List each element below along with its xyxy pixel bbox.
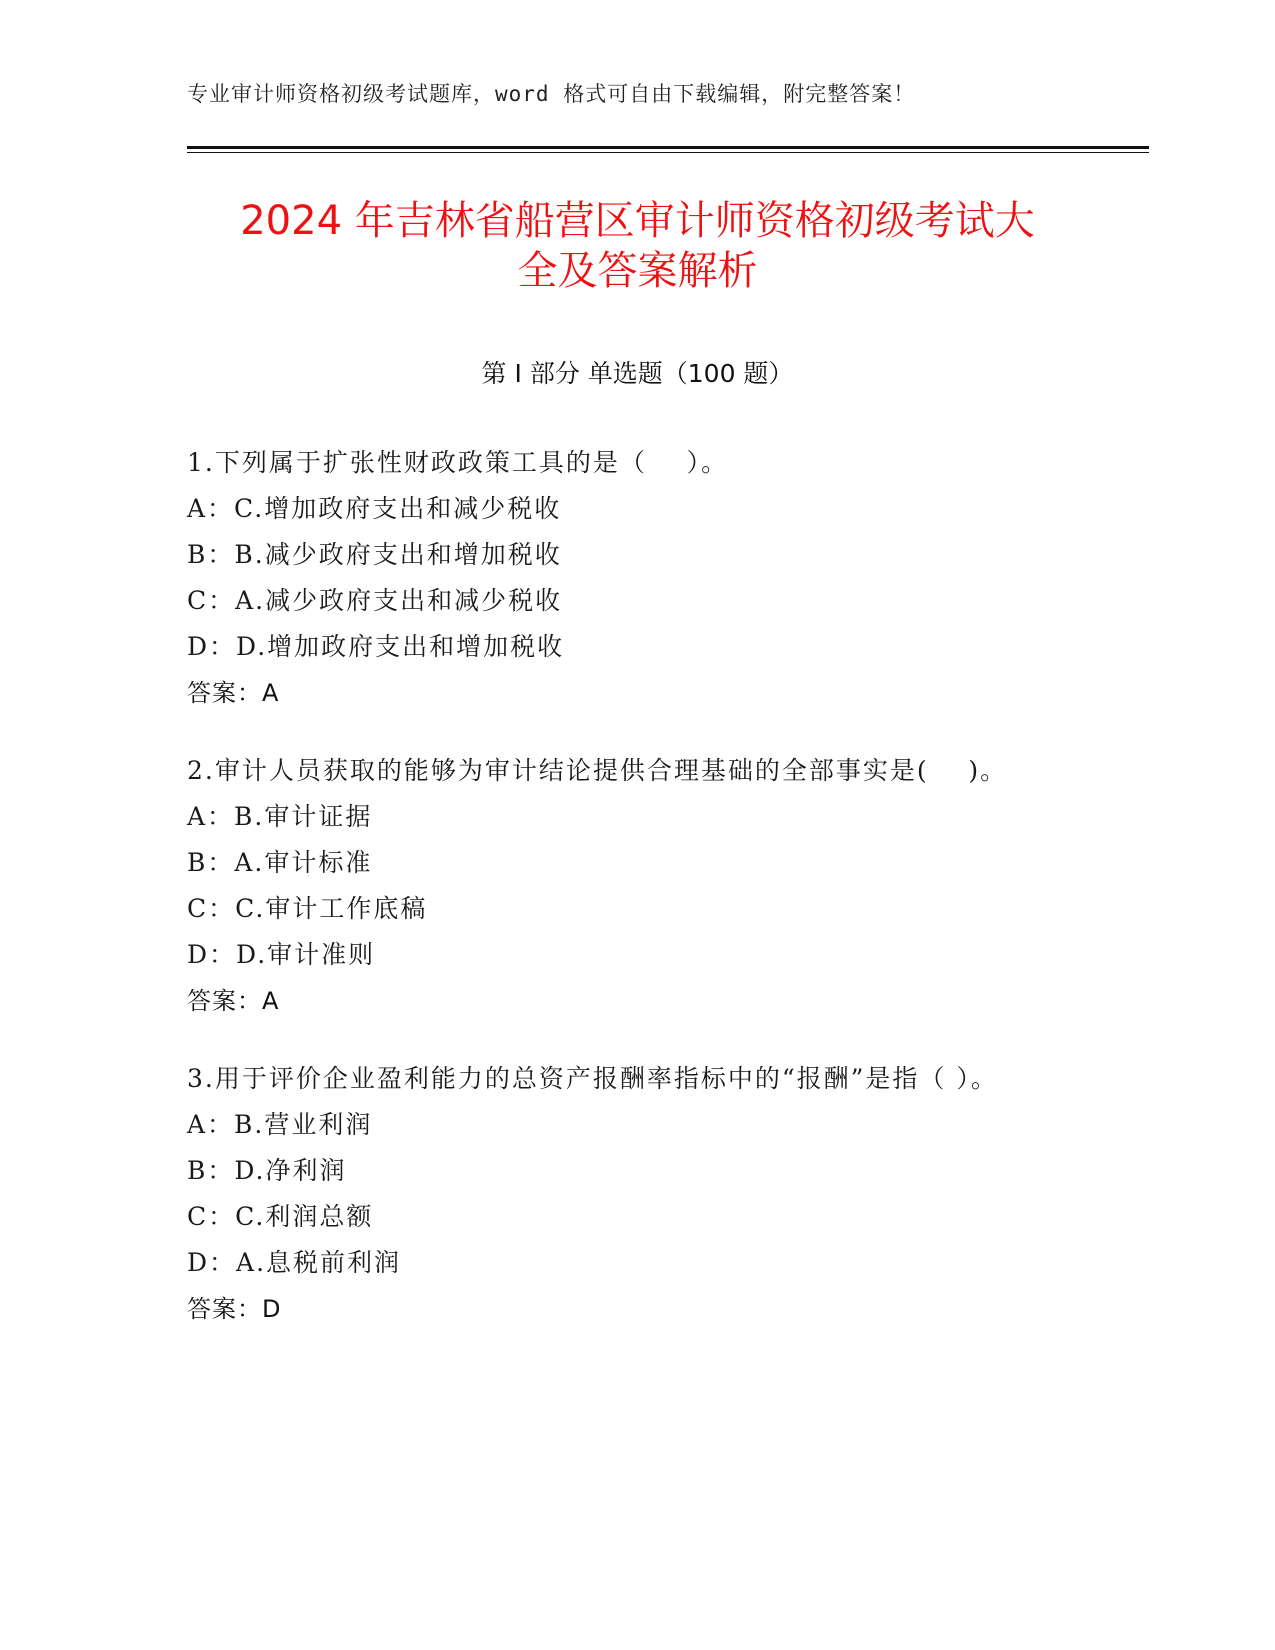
option-d: D：D.审计准则: [187, 940, 376, 969]
option-c: C：C.审计工作底稿: [187, 894, 428, 923]
title-line-1: 2024 年吉林省船营区审计师资格初级考试大: [240, 198, 1035, 244]
option-d: D：A.息税前利润: [187, 1248, 402, 1277]
option-c: C：C.利润总额: [187, 1202, 374, 1231]
option-a: A：B.审计证据: [187, 802, 373, 831]
question-2: [187, 748, 1087, 1024]
question-1: [187, 440, 1087, 716]
answer: 答案：A: [187, 987, 280, 1015]
header-rule-thick: [187, 146, 1149, 149]
question-stem: 3.用于评价企业盈利能力的总资产报酬率指标中的“报酬”是指（ ）。: [187, 1064, 998, 1093]
option-b: B：D.净利润: [187, 1156, 347, 1185]
question-stem: 1.下列属于扩张性财政政策工具的是（ ）。: [187, 448, 729, 477]
option-c: C：A.减少政府支出和减少税收: [187, 586, 563, 615]
answer: 答案：D: [187, 1295, 282, 1323]
header-rule-thin: [187, 152, 1149, 153]
question-stem: 2.审计人员获取的能够为审计结论提供合理基础的全部事实是( )。: [187, 756, 1008, 785]
question-3: [187, 1056, 1087, 1332]
option-a: A：C.增加政府支出和减少税收: [187, 494, 562, 523]
title-line-2: 全及答案解析: [517, 248, 758, 294]
document-title: [150, 196, 1125, 296]
header-note: 专业审计师资格初级考试题库，word 格式可自由下载编辑，附完整答案！: [187, 82, 916, 106]
option-d: D：D.增加政府支出和增加税收: [187, 632, 565, 661]
answer: 答案：A: [187, 679, 280, 707]
option-a: A：B.营业利润: [187, 1110, 373, 1139]
question-list: [187, 440, 1087, 1364]
section-title: 第 I 部分 单选题（100 题）: [481, 359, 794, 388]
option-b: B：B.减少政府支出和增加税收: [187, 540, 562, 569]
option-b: B：A.审计标准: [187, 848, 373, 877]
